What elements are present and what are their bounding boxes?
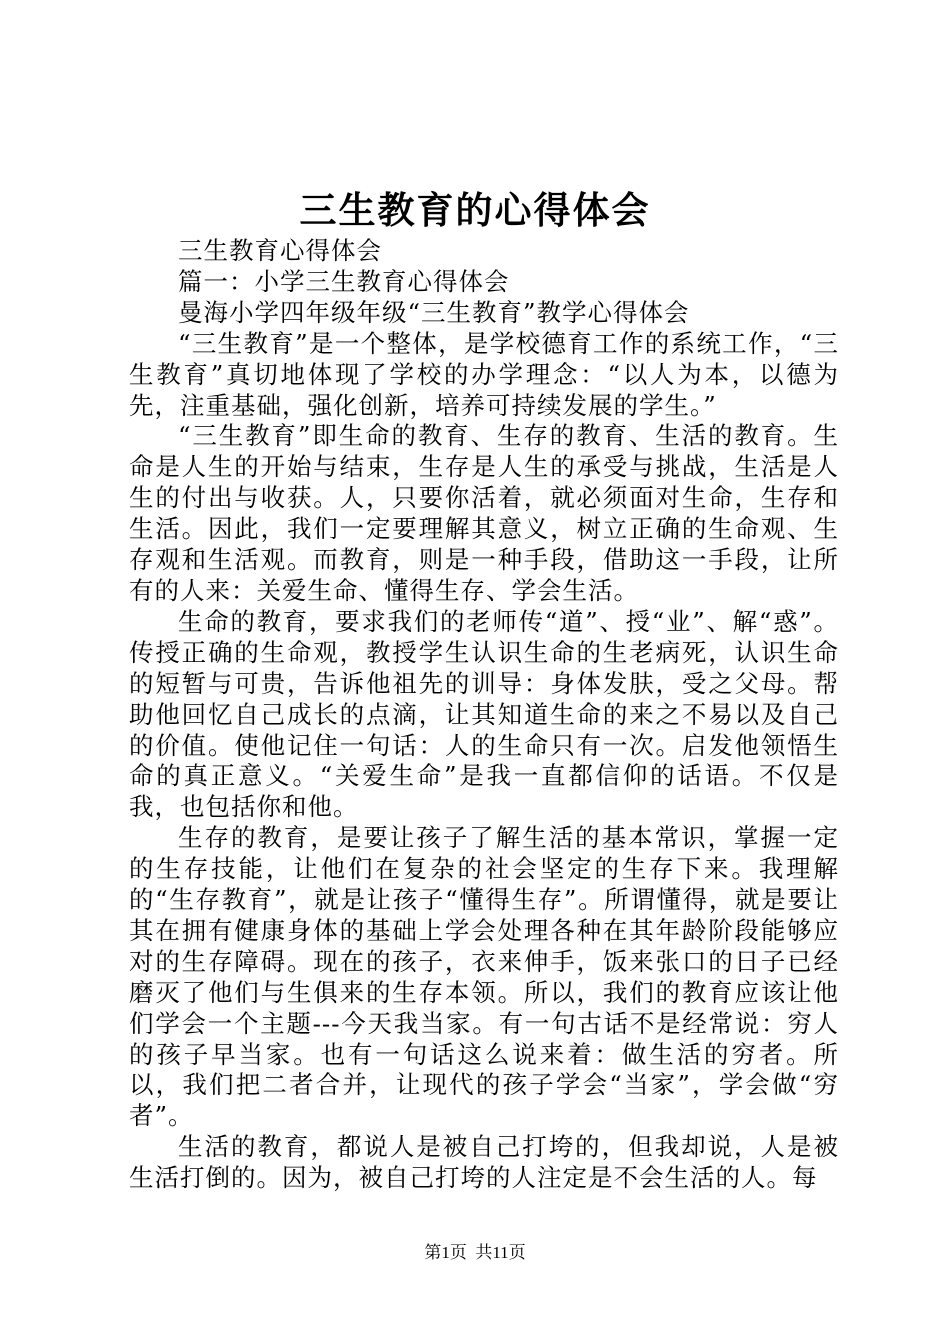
document-title: 三生教育的心得体会 [299, 188, 651, 232]
paragraph: 曼海小学四年级年级“三生教育”教学心得体会 [178, 297, 690, 327]
paragraph: 生命的教育，要求我们的老师传“道”、授“业”、解“惑”。传授正确的生命观，教授学生认识生命的生老病死，认识生命的短暂与可贵，告诉他祖先的训导：身体发肤，受之父母。帮助他回忆自己成长的点滴，让其知道生命的来之不易以及自己的价值。使他记住一句话：人的生命只有一次。启发他领悟生命的真正意义。“关爱生命”是我一直都信仰的话语。不仅是我，也包括你和他。 [129, 606, 839, 822]
paragraph: “三生教育”是一个整体，是学校德育工作的系统工作，“三生教育”真切地体现了学校的办学理念：“以人为本，以德为先，注重基础，强化创新，培养可持续发展的学生。” [129, 328, 839, 420]
paragraph: 篇一：小学三生教育心得体会 [178, 266, 510, 296]
paragraph: 生存的教育，是要让孩子了解生活的基本常识，掌握一定的生存技能，让他们在复杂的社会坚定的生存下来。我理解的“生存教育”，就是让孩子“懂得生存”。所谓懂得，就是要让其在拥有健康身体的基础上学会处理各种在其年龄阶段能够应对的生存障碍。现在的孩子，衣来伸手，饭来张口的日子已经磨灭了他们与生俱来的生存本领。所以，我们的教育应该让他们学会一个主题---今天我当家。有一句古话不是经常说：穷人的孩子早当家。也有一句话这么说来着：做生活的穷者。所以，我们把二者合并，让现代的孩子学会“当家”，学会做“穷者”。 [129, 823, 839, 1131]
total-label: 共 [475, 1243, 493, 1262]
page-label: 第 [424, 1243, 442, 1262]
total-unit: 页 [508, 1243, 526, 1262]
page-footer [0, 1241, 950, 1265]
paragraph: 生活的教育，都说人是被自己打垮的，但我却说，人是被生活打倒的。因为，被自己打垮的人注定是不会生活的人。每 [129, 1132, 839, 1193]
paragraph: 三生教育心得体会 [178, 236, 382, 265]
page-number: 1 [441, 1243, 450, 1262]
document-body [129, 236, 839, 1194]
page-unit: 页 [449, 1243, 467, 1262]
total-pages: 11 [492, 1243, 509, 1262]
paragraph: “三生教育”即生命的教育、生存的教育、生活的教育。生命是人生的开始与结束，生存是人生的承受与挑战，生活是人生的付出与收获。人，只要你活着，就必须面对生命，生存和生活。因此，我们一定要理解其意义，树立正确的生命观、生存观和生活观。而教育，则是一种手段，借助这一手段，让所有的人来：关爱生命、懂得生存、学会生活。 [129, 421, 839, 605]
